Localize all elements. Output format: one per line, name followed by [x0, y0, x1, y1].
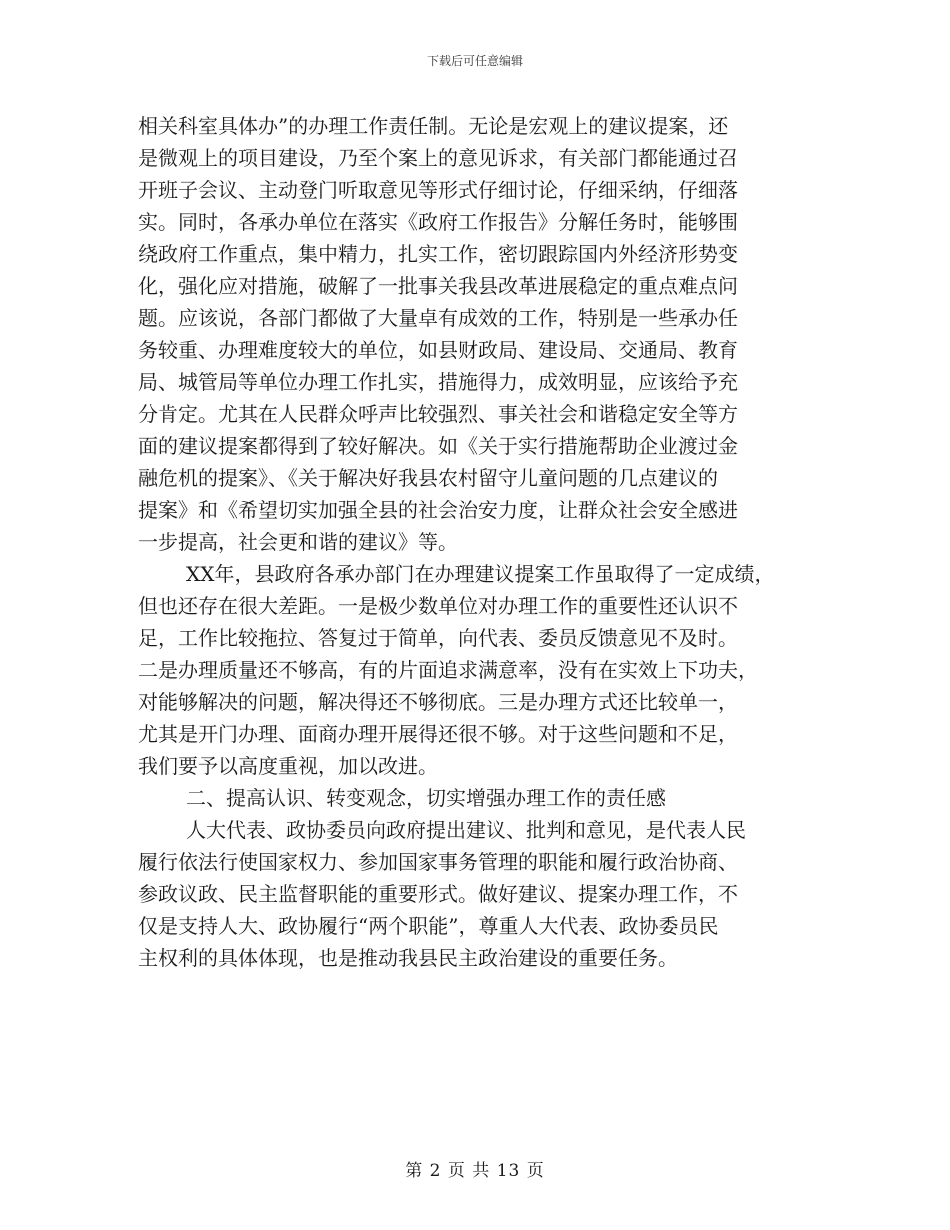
text-line: 人大代表、政协委员向政府提出建议、批判和意见，是代表人民 [186, 818, 746, 842]
text-line: 局、城管局等单位办理工作扎实，措施得力，成效明显，应该给予充 [138, 370, 738, 394]
page-number: 第 2 页 共 13 页 [405, 1161, 545, 1181]
text-line: 主权利的具体体现，也是推动我县民主政治建设的重要任务。 [138, 946, 678, 970]
text-line: 对能够解决的问题，解决得还不够彻底。三是办理方式还比较单一， [138, 690, 738, 714]
text-line: 尤其是开门办理、面商办理开展得还很不够。对于这些问题和不足， [138, 722, 738, 746]
text-line: 相关科室具体办”的办理工作责任制。无论是宏观上的建议提案，还 [138, 114, 729, 138]
text-line: 二、提高认识、转变观念，切实增强办理工作的责任感 [186, 786, 666, 810]
text-line: 仅是支持人大、政协履行“两个职能”，尊重人大代表、政协委员民 [138, 914, 719, 938]
text-line: 面的建议提案都得到了较好解决。如《关于实行措施帮助企业渡过金 [138, 434, 738, 458]
text-line: 参政议政、民主监督职能的重要形式。做好建议、提案办理工作，不 [138, 882, 738, 906]
text-line: 务较重、办理难度较大的单位，如县财政局、建设局、交通局、教育 [138, 338, 738, 362]
text-line: 题。应该说，各部门都做了大量卓有成效的工作，特别是一些承办任 [138, 306, 738, 330]
text-line: XX年，县政府各承办部门在办理建议提案工作虽取得了一定成绩， [186, 562, 775, 586]
text-line: 足，工作比较拖拉、答复过于简单，向代表、委员反馈意见不及时。 [138, 626, 738, 650]
text-line: 但也还存在很大差距。一是极少数单位对办理工作的重要性还认识不 [138, 594, 738, 618]
text-line: 融危机的提案》、《关于解决好我县农村留守儿童问题的几点建议的 [138, 466, 718, 490]
page-header: 下载后可任意编辑 [426, 54, 523, 68]
document-body [138, 110, 818, 974]
text-line: 履行依法行使国家权力、参加国家事务管理的职能和履行政治协商、 [138, 850, 738, 874]
text-line: 绕政府工作重点，集中精力，扎实工作，密切跟踪国内外经济形势变 [138, 242, 738, 266]
text-line: 二是办理质量还不够高，有的片面追求满意率，没有在实效上下功夫， [138, 658, 758, 682]
text-line: 提案》和《希望切实加强全县的社会治安力度，让群众社会安全感进 [138, 498, 738, 522]
text-line: 分肯定。尤其在人民群众呼声比较强烈、事关社会和谐稳定安全等方 [138, 402, 738, 426]
text-line: 是微观上的项目建设，乃至个案上的意见诉求，有关部门都能通过召 [138, 146, 738, 170]
text-line: 一步提高，社会更和谐的建议》等。 [138, 530, 458, 554]
text-line: 实。同时，各承办单位在落实《政府工作报告》分解任务时，能够围 [138, 210, 738, 234]
text-line: 化，强化应对措施，破解了一批事关我县改革进展稳定的重点难点问 [138, 274, 738, 298]
text-line: 开班子会议、主动登门听取意见等形式仔细讨论，仔细采纳，仔细落 [138, 178, 738, 202]
text-line: 我们要予以高度重视，加以改进。 [138, 754, 438, 778]
